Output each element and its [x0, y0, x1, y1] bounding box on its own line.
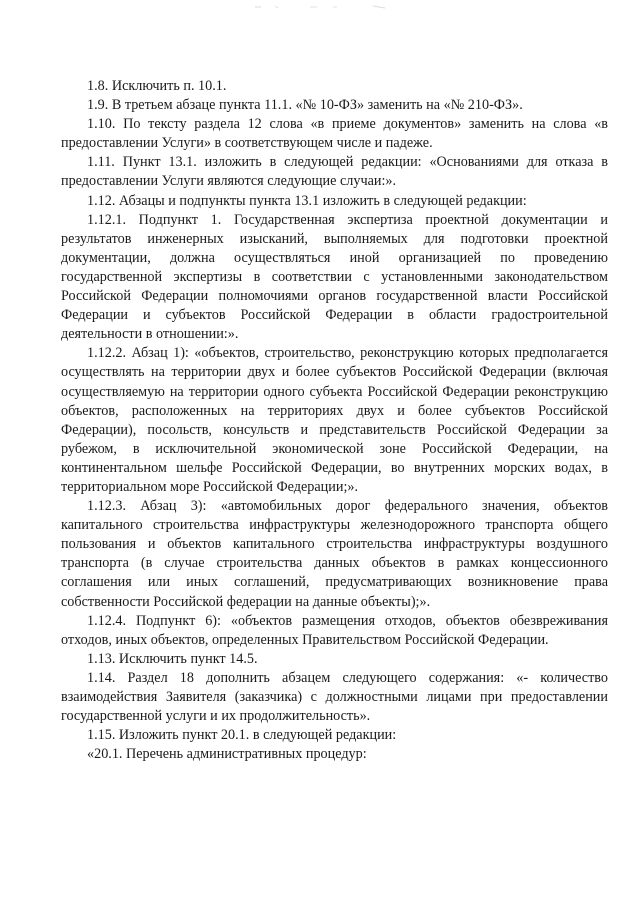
paragraph-1-8: 1.8. Исключить п. 10.1. [87, 78, 227, 94]
paragraph-1-12: 1.12. Абзацы и подпункты пункта 13.1 изложить в следующей редакции: [87, 192, 527, 209]
scan-artifact-marks [255, 4, 395, 10]
paragraph-1-10: 1.10. По тексту раздела 12 слова «в приеме документов» заменить на слова «в предоставлении Услуги» в соответствующем числе и падеже. [61, 116, 608, 152]
paragraph-20-1: «20.1. Перечень административных процедур: [87, 746, 367, 763]
paragraph-1-14: 1.14. Раздел 18 дополнить абзацем следующего содержания: «- количество взаимодействия Заявителя (заказчика) с должностными лицами при предоставлении государственной услуги и их продолжительность». [61, 669, 608, 725]
paragraph-1-15: 1.15. Изложить пункт 20.1. в следующей редакции: [87, 727, 397, 744]
paragraph-1-11: 1.11. Пункт 13.1. изложить в следующей редакции: «Основаниями для отказа в предоставлении Услуги являются следующие случаи:». [61, 154, 608, 190]
paragraph-1-12-4: 1.12.4. Подпункт 6): «объектов размещения отходов, объектов обезвреживания отходов, иных объектов, определенных Правительством Российской Федерации. [61, 612, 608, 648]
document-body [61, 77, 608, 764]
paragraph-1-12-2: 1.12.2. Абзац 1): «объектов, строительство, реконструкцию которых предполагается осуществлять на территории двух и более субъектов Российской Федерации (включая осуществляемую на территории одного субъекта Российской Федерации реконструкцию объектов, расположенных на территориях двух и более субъектов Российской Федерации), посольств, консульств и представительств Российской Федерации за рубежом, в исключительной экономической зоне Российской Федерации, на континентальном шельфе Российской Федерации, во внутренних морских водах, в территориальном море Российской Федерации;». [61, 345, 608, 495]
paragraph-1-13: 1.13. Исключить пункт 14.5. [87, 650, 258, 667]
paragraph-1-12-3: 1.12.3. Абзац 3): «автомобильных дорог федерального значения, объектов капитального строительства инфраструктуры железнодорожного транспорта общего пользования и объектов капитального строительства инфраструктуры воздушного транспорта (в случае строительства данных объектов в рамках концессионного соглашения или иных соглашений, предусматривающих возникновение права собственности Российской федерации на данные объекты);». [61, 498, 608, 610]
paragraph-1-9: 1.9. В третьем абзаце пункта 11.1. «№ 10-ФЗ» заменить на «№ 210-ФЗ». [87, 97, 523, 114]
paragraph-1-12-1: 1.12.1. Подпункт 1. Государственная экспертиза проектной документации и результатов инженерных изысканий, выполняемых для подготовки проектной документации, должна осуществляться иной организацией по проведению государственной экспертизы в соответствии с установленными законодательством Российской Федерации полномочиями органов государственной власти Российской Федерации и субъектов Российской Федерации в области градостроительной деятельности в отношении:». [61, 211, 608, 343]
